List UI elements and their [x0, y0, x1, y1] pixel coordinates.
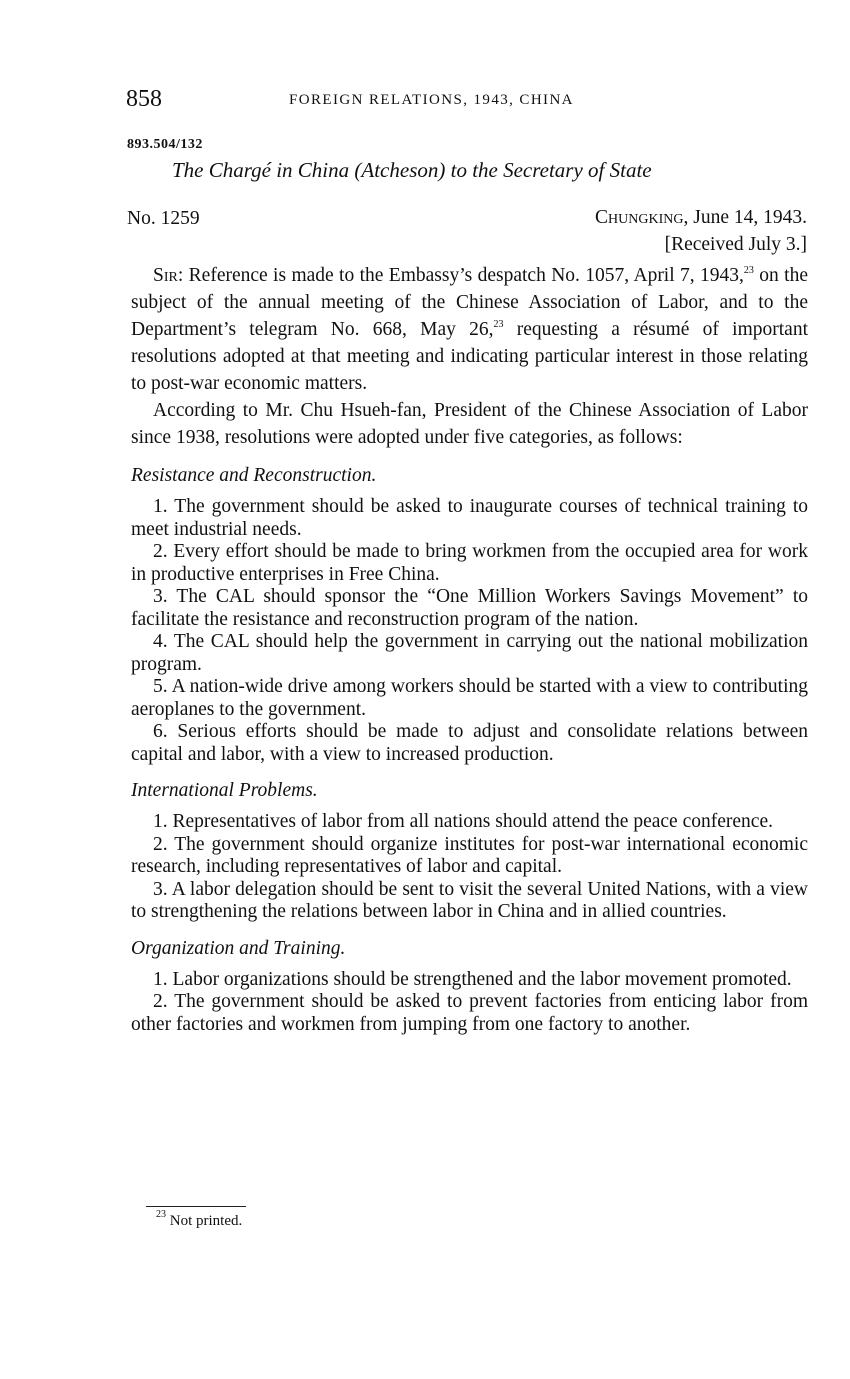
footnote-divider	[146, 1206, 246, 1207]
resolution-item: 6. Serious efforts should be made to adjust and consolidate relations between capital and labor, with a view to increased production.	[131, 721, 808, 765]
page-number: 858	[126, 86, 162, 112]
place: Chungking	[595, 207, 684, 228]
intro-paragraph	[131, 262, 808, 397]
section-organization	[131, 935, 808, 1037]
received-date: [Received July 3.]	[664, 234, 807, 255]
footnote-text: Not printed.	[169, 1213, 243, 1229]
resolution-item: 2. The government should be asked to prevent factories from enticing labor from other factories and workmen from jumping from one factory to another.	[131, 991, 808, 1035]
running-head: FOREIGN RELATIONS, 1943, CHINA	[289, 92, 574, 108]
intro-text-2: on the subject of the annual meeting of the Chinese Association of Labor, and to the Department’s telegram No. 668, May 26,	[131, 265, 809, 340]
date: , June 14, 1943.	[683, 207, 807, 228]
resolution-item: 2. Every effort should be made to bring workmen from the occupied area for work in productive enterprises in Free China.	[131, 541, 808, 585]
section-international	[131, 777, 808, 924]
despatch-number: No. 1259	[127, 208, 200, 229]
resolution-item: 1. Representatives of labor from all nations should attend the peace conference.	[153, 811, 773, 832]
salutation: Sir	[153, 265, 178, 286]
resolution-item: 1. The government should be asked to inaugurate courses of technical training to meet industrial needs.	[131, 496, 808, 540]
footnote-ref: 23	[493, 319, 504, 330]
page-header	[126, 86, 810, 126]
resolution-item: 2. The government should organize institutes for post-war international economic research, including representatives of labor and capital.	[131, 833, 808, 877]
resolution-item: 4. The CAL should help the government in carrying out the national mobilization program.	[131, 631, 808, 675]
resolution-item: 5. A nation-wide drive among workers should be started with a view to contributing aeroplanes to the government.	[131, 676, 808, 720]
intro-text-3: requesting a résumé of important resolutions adopted at that meeting and indicating particular interest in those relating to post-war economic matters.	[131, 319, 808, 394]
letter-body	[131, 262, 808, 1036]
place-date	[595, 204, 807, 231]
section-resistance	[131, 462, 808, 766]
resolution-item: 3. The CAL should sponsor the “One Million Workers Savings Movement” to facilitate the resistance and reconstruction program of the nation.	[131, 586, 808, 630]
section-heading: International Problems.	[131, 780, 318, 801]
file-number: 893.504/132	[127, 137, 203, 152]
footnote-ref: 23	[743, 265, 754, 276]
resolution-item: 1. Labor organizations should be strengthened and the labor movement promoted.	[153, 968, 792, 990]
resolution-item: 3. A labor delegation should be sent to visit the several United Nations, with a view to strengthening the relations between labor in China and in allied countries.	[131, 878, 808, 922]
section-heading: Organization and Training.	[131, 937, 346, 959]
footnote-marker: 23	[156, 1209, 166, 1220]
document-title: The Chargé in China (Atcheson) to the Secretary of State	[172, 158, 652, 182]
section-heading: Resistance and Reconstruction.	[131, 465, 377, 486]
intro-text-1: : Reference is made to the Embassy’s despatch No. 1057, April 7, 1943,	[177, 265, 744, 286]
footnote	[156, 1209, 243, 1230]
categories-paragraph: According to Mr. Chu Hsueh-fan, President of the Chinese Association of Labor since 1938, resolutions were adopted under five categories, as follows:	[131, 400, 808, 448]
dateline	[595, 204, 807, 258]
